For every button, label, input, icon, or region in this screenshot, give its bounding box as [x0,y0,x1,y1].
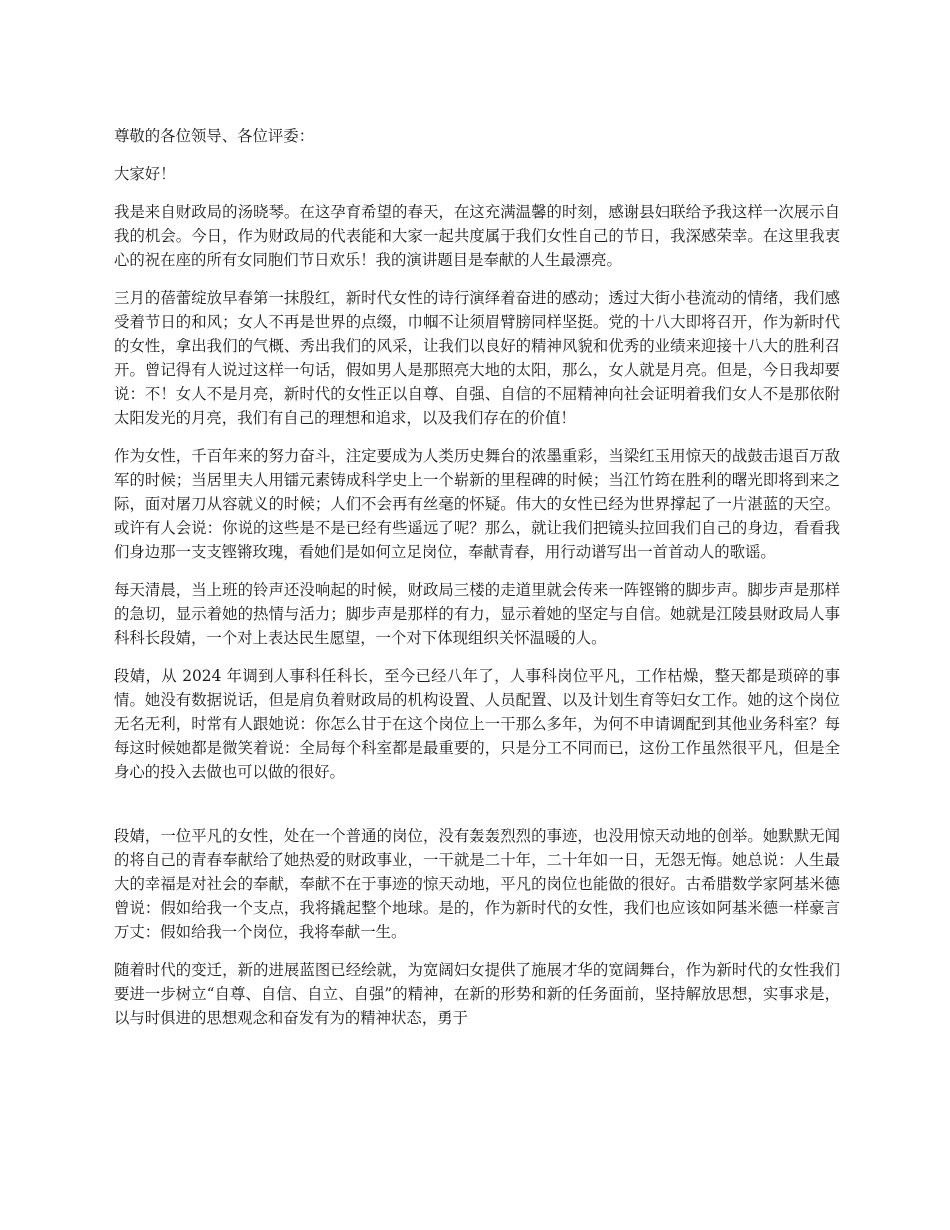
speech-body [114,124,840,1044]
greeting: 大家好！ [114,165,176,183]
paragraph-ordinary-woman: 段婧，一位平凡的女性，处在一个普通的岗位，没有轰轰烈烈的事迹，也没用惊天动地的创举。她默默无闻的将自己的青春奉献给了她热爱的财政事业，一干就是二十年，二十年如一日，无怨无悔。她总说：人生最大的幸福是对社会的奉献，奉献不在于事迹的惊天动地，平凡的岗位也能做的很好。古希腊数学家阿基米德曾说：假如给我一个支点，我将撬起整个地球。是的，作为新时代的女性，我们也应该如阿基米德一样豪言万丈：假如给我一个岗位，我将奉献一生。 [114,827,840,941]
paragraph-duan-jing-career: 段婧，从 2024 年调到人事科任科长，至今已经八年了，人事科岗位平凡，工作枯燥，整天都是琐碎的事情。她没有数据说话，但是肩负着财政局的机构设置、人员配置、以及计划生育等妇女工作。她的这个岗位无名无利，时常有人跟她说：你怎么甘于在这个岗位上一干那么多年，为何不申请调配到其他业务科室？每每这时候她都是微笑着说：全局每个科室都是最重要的，只是分工不同而已，这份工作虽然很平凡，但是全身心的投入去做也可以做的很好。 [114,667,840,781]
paragraph-march-blossom: 三月的蓓蕾绽放早春第一抹殷红，新时代女性的诗行演绎着奋进的感动；透过大街小巷流动的情绪，我们感受着节日的和风；女人不再是世界的点缀，巾帼不让须眉臂膀同样坚挺。党的十八大即将召开，作为新时代的女性，拿出我们的气概、秀出我们的风采，让我们以良好的精神风貌和优秀的业绩来迎接十八大的胜利召开。曾记得有人说过这样一句话，假如男人是那照亮大地的太阳，那么，女人就是月亮。但是，今日我却要说：不！女人不是月亮，新时代的女性正以自尊、自强、自信的不屈精神向社会证明着我们女人不是那依附太阳发光的月亮，我们有自己的理想和追求，以及我们存在的价值！ [114,289,840,427]
paragraph-morning-footsteps: 每天清晨，当上班的铃声还没响起的时候，财政局三楼的走道里就会传来一阵铿锵的脚步声。脚步声是那样的急切，显示着她的热情与活力；脚步声是那样的有力，显示着她的坚定与自信。她就是江陵县财政局人事科科长段婧，一个对上表达民生愿望，一个对下体现组织关怀温暖的人。 [114,581,840,647]
salutation: 尊敬的各位领导、各位评委： [114,127,315,145]
paragraph-introduction: 我是来自财政局的汤晓琴。在这孕育希望的春天，在这充满温馨的时刻，感谢县妇联给予我这样一次展示自我的机会。今日，作为财政局的代表能和大家一起共度属于我们女性自己的节日，我深感荣幸。在这里我衷心的祝在座的所有女同胞们节日欢乐！我的演讲题目是奉献的人生最漂亮。 [114,203,840,269]
paragraph-new-era: 随着时代的变迁，新的进展蓝图已经绘就，为宽阔妇女提供了施展才华的宽阔舞台，作为新时代的女性我们要进一步树立“自尊、自信、自立、自强”的精神，在新的形势和新的任务面前，坚持解放思想，实事求是，以与时俱进的思想观念和奋发有为的精神状态，勇于 [114,961,840,1027]
paragraph-historic-women: 作为女性，千百年来的努力奋斗，注定要成为人类历史舞台的浓墨重彩，当梁红玉用惊天的战鼓击退百万敌军的时候；当居里夫人用镭元素铸成科学史上一个崭新的里程碑的时候；当江竹筠在胜利的曙光即将到来之际，面对屠刀从容就义的时候；人们不会再有丝毫的怀疑。伟大的女性已经为世界撑起了一片湛蓝的天空。或许有人会说：你说的这些是不是已经有些遥远了呢？那么，就让我们把镜头拉回我们自己的身边，看看我们身边那一支支铿锵玫瑰，看她们是如何立足岗位，奉献青春，用行动谱写出一首首动人的歌谣。 [114,447,840,561]
